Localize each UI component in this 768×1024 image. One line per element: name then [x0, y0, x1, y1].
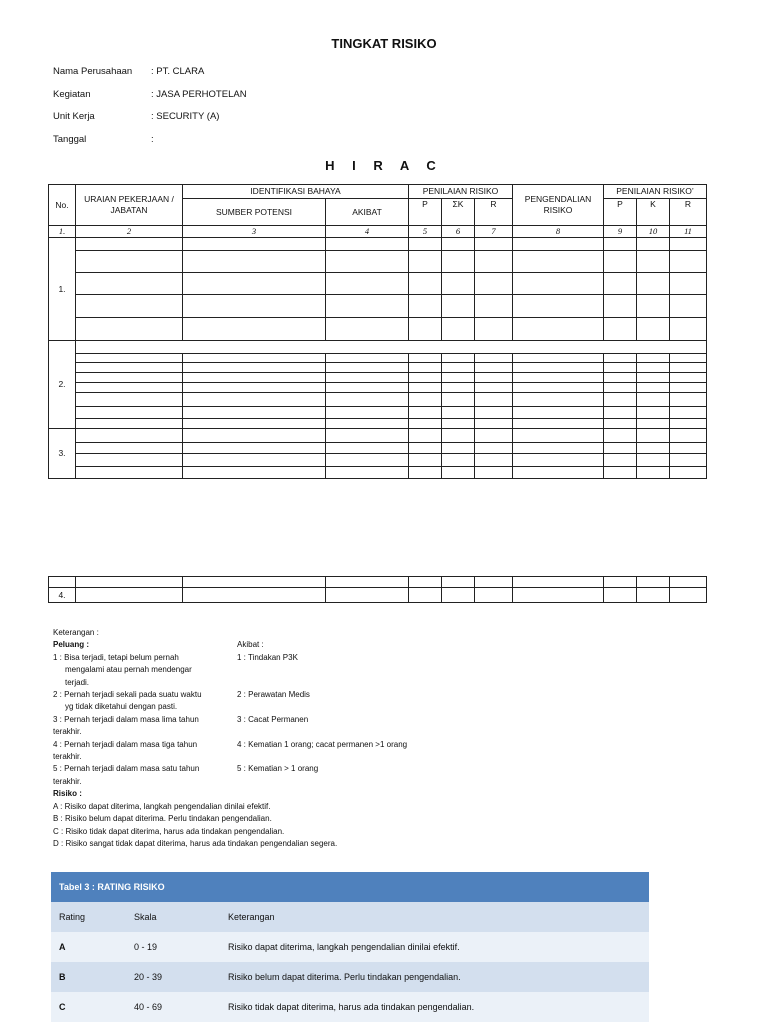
info-value: : SECURITY (A) [151, 111, 220, 122]
table-row [49, 577, 707, 588]
akibat-item: 4 : Kematian 1 orang; cacat permanen >1 orang [237, 739, 408, 749]
row-number: 2. [49, 341, 76, 429]
table-row [51, 962, 649, 992]
description-cell: Risiko dapat diterima, langkah pengendalian dinilai efektif. [220, 932, 649, 962]
peluang-item: 5 : Pernah terjadi dalam masa satu tahun [53, 764, 200, 774]
table-row [49, 373, 707, 383]
header-uraian: URAIAN PEKERJAAN / JABATAN [76, 185, 183, 226]
scale-cell: 20 - 39 [126, 962, 220, 992]
peluang-heading: Peluang : [53, 640, 90, 650]
col-number: 8 [513, 226, 604, 238]
table-row [51, 992, 649, 1022]
header-r2: R [670, 199, 707, 226]
header-sumber: SUMBER POTENSI [183, 199, 326, 226]
peluang-item: 4 : Pernah terjadi dalam masa tiga tahun [53, 739, 198, 749]
table-row [49, 238, 707, 251]
header-identifikasi: IDENTIFIKASI BAHAYA [183, 185, 409, 199]
rating-cell: A [51, 932, 126, 962]
col-number: 3 [183, 226, 326, 238]
peluang-item: terakhir. [53, 776, 82, 786]
akibat-item: 5 : Kematian > 1 orang [237, 764, 319, 774]
table-row [49, 443, 707, 454]
table-row [49, 354, 707, 363]
table-row [49, 407, 707, 419]
table-row [49, 295, 707, 318]
table-row [49, 251, 707, 273]
peluang-item: 1 : Bisa terjadi, tetapi belum pernah [53, 652, 179, 662]
table-row [49, 588, 707, 603]
hirac-table [48, 184, 707, 479]
rating-col-header: Rating [51, 902, 126, 932]
rating-table [51, 872, 649, 1022]
header-akibat: AKIBAT [326, 199, 409, 226]
risiko-item: A : Risiko dapat diterima, langkah pengendalian dinilai efektif. [53, 801, 271, 811]
info-value: : JASA PERHOTELAN [151, 89, 247, 100]
row-number: 4. [49, 588, 76, 603]
info-label: Kegiatan [53, 89, 91, 100]
header-k2: K [637, 199, 670, 226]
table-row [49, 363, 707, 373]
col-number: 1. [49, 226, 76, 238]
col-number: 9 [604, 226, 637, 238]
row-number: 3. [49, 429, 76, 479]
table-row [49, 419, 707, 429]
info-value: : [151, 134, 154, 145]
col-number: 4 [326, 226, 409, 238]
scale-cell: 40 - 69 [126, 992, 220, 1022]
info-label: Unit Kerja [53, 111, 95, 122]
scale-cell: 0 - 19 [126, 932, 220, 962]
header-p: P [409, 199, 442, 226]
table-row [49, 383, 707, 393]
table-row [49, 454, 707, 467]
description-cell: Risiko tidak dapat diterima, harus ada tindakan pengendalian. [220, 992, 649, 1022]
col-number: 10 [637, 226, 670, 238]
rating-table-title: Tabel 3 : RATING RISIKO [51, 872, 649, 902]
table-row [49, 273, 707, 295]
rating-cell: C [51, 992, 126, 1022]
header-penilaian-2: PENILAIAN RISIKO’ [604, 185, 707, 199]
header-k: ΣK [442, 199, 475, 226]
rating-col-header: Keterangan [220, 902, 649, 932]
table-row [49, 393, 707, 407]
col-number: 7 [475, 226, 513, 238]
risiko-item: B : Risiko belum dapat diterima. Perlu tindakan pengendalian. [53, 814, 272, 824]
info-value: : PT. CLARA [151, 66, 205, 77]
col-number: 6 [442, 226, 475, 238]
col-number: 11 [670, 226, 707, 238]
table-row [49, 318, 707, 341]
akibat-item: 1 : Tindakan P3K [237, 652, 298, 662]
description-cell: Risiko belum dapat diterima. Perlu tindakan pengendalian. [220, 962, 649, 992]
akibat-heading: Akibat : [237, 640, 264, 650]
table-row [49, 467, 707, 479]
header-pengendalian: PENGENDALIAN RISIKO [513, 185, 604, 226]
peluang-item: yg tidak diketahui dengan pasti. [65, 702, 178, 712]
peluang-item: terjadi. [65, 677, 90, 687]
hirac-title: H I R A C [325, 158, 443, 173]
row-number: 1. [49, 238, 76, 341]
col-number: 2 [76, 226, 183, 238]
risiko-item: D : Risiko sangat tidak dapat diterima, harus ada tindakan pengendalian segera. [53, 838, 338, 848]
notes-heading: Keterangan : [53, 628, 99, 637]
header-p2: P [604, 199, 637, 226]
table-row [51, 932, 649, 962]
peluang-item: terakhir. [53, 727, 82, 737]
page-title: TINGKAT RISIKO [331, 36, 437, 51]
risiko-heading: Risiko : [53, 789, 82, 799]
col-number: 5 [409, 226, 442, 238]
info-label: Tanggal [53, 134, 87, 145]
peluang-item: mengalami atau pernah mendengar [65, 665, 192, 675]
rating-col-header: Skala [126, 902, 220, 932]
peluang-item: 3 : Pernah terjadi dalam masa lima tahun [53, 714, 199, 724]
risiko-item: C : Risiko tidak dapat diterima, harus ada tindakan pengendalian. [53, 826, 285, 836]
table-row [49, 429, 707, 443]
header-penilaian: PENILAIAN RISIKO [409, 185, 513, 199]
rating-cell: B [51, 962, 126, 992]
akibat-item: 3 : Cacat Permanen [237, 714, 309, 724]
peluang-item: terakhir. [53, 752, 82, 762]
header-no: No. [49, 185, 76, 226]
hirac-table-continued [48, 576, 707, 603]
legend-notes [53, 627, 473, 850]
peluang-item: 2 : Pernah terjadi sekali pada suatu waktu [53, 690, 202, 700]
header-r: R [475, 199, 513, 226]
info-label: Nama Perusahaan [53, 66, 133, 77]
akibat-item: 2 : Perawatan Medis [237, 690, 310, 700]
table-row [49, 341, 707, 354]
